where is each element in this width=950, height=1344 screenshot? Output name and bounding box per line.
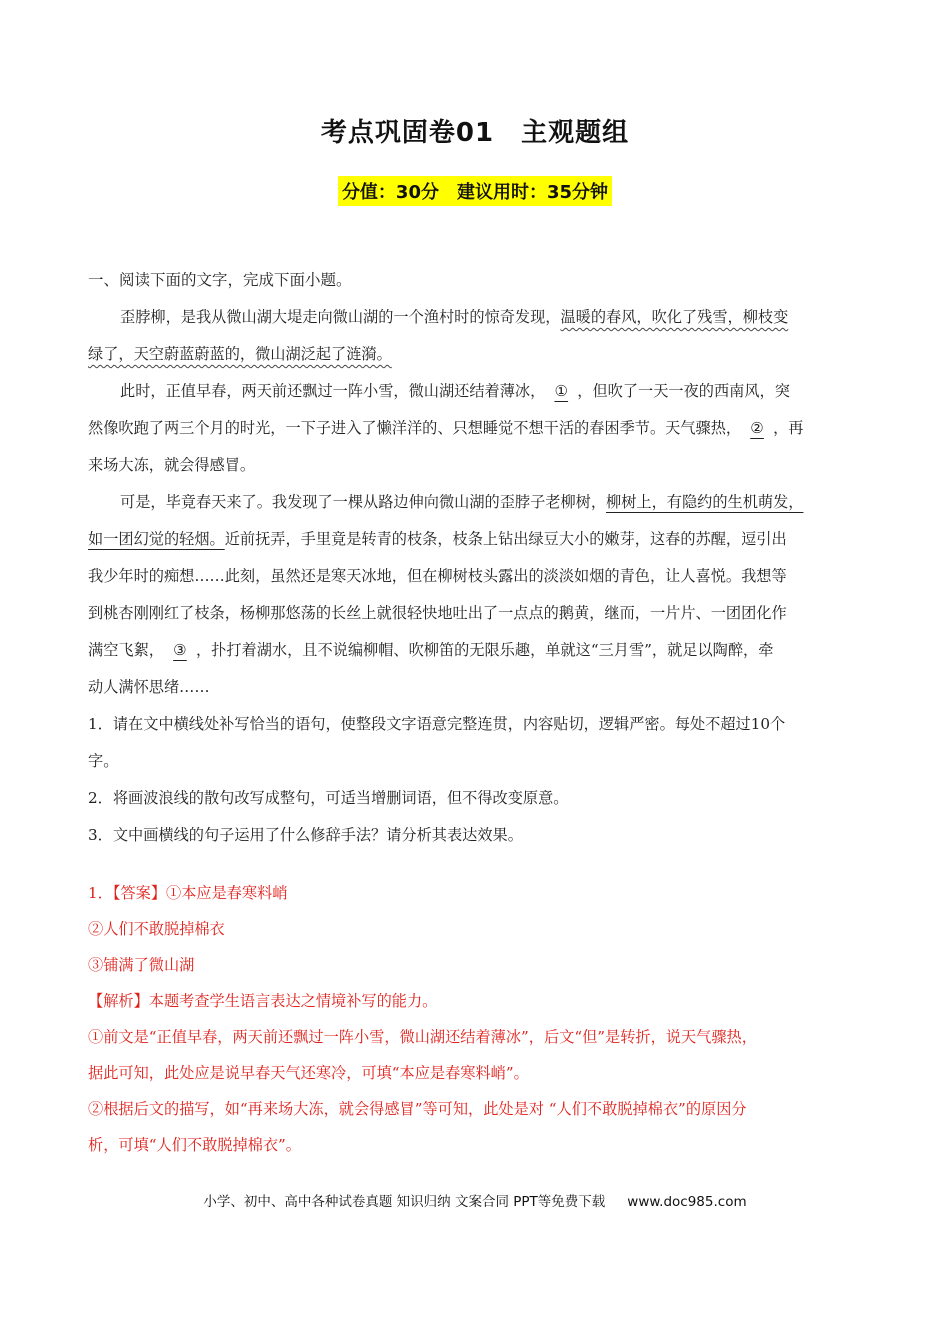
paragraph-3-line-2 — [88, 525, 860, 562]
score-time-subtitle: 分值：30分 建议用时：35分钟 — [338, 176, 612, 206]
paragraph-3-line-5 — [88, 636, 860, 673]
explanation-1-line-2: 据此可知，此处应是说早春天气还寒冷，可填“本应是春寒料峭”。 — [88, 1064, 529, 1082]
answer-text: ①本应是春寒料峭 — [166, 884, 288, 902]
underlined-sentence: 柳树上，有隐约的生机萌发， — [606, 493, 804, 511]
page-title: 考点巩固卷01 主观题组 — [320, 118, 630, 148]
blank-3: ③ — [173, 641, 187, 659]
answer-2: ②人们不敢脱掉棉衣 — [88, 920, 225, 938]
analysis-tag: 【解析】 — [88, 992, 149, 1010]
text-span: 可是，毕竟春天来了。我发现了一棵从路边伸向微山湖的歪脖子老柳树， — [120, 493, 606, 511]
section-heading: 一、阅读下面的文字，完成下面小题。 — [88, 271, 352, 289]
answer-number: 1． — [88, 884, 113, 902]
text-span: ，但吹了一天一夜的西南风，突 — [577, 382, 790, 400]
answer-3: ③铺满了微山湖 — [88, 956, 195, 974]
explanation-2-line-2: 析，可填“人们不敢脱掉棉衣”。 — [88, 1136, 301, 1154]
text-span: 歪脖柳，是我从微山湖大堤走向微山湖的一个渔村时的惊奇发现， — [120, 308, 561, 326]
analysis-text: 本题考查学生语言表达之情境补写的能力。 — [148, 992, 438, 1010]
question-1: 1．请在文中横线处补写恰当的语句，使整段文字语意完整连贯，内容贴切，逻辑严密。每处不超过10个 — [88, 715, 786, 733]
blank-1: ① — [554, 382, 569, 400]
question-2: 2．将画波浪线的散句改写成整句，可适当增删词语，但不得改变原意。 — [88, 789, 569, 807]
underlined-sentence: 如一团幻觉的轻烟。 — [88, 530, 225, 548]
question-1-continued: 字。 — [88, 752, 119, 770]
answer-section — [88, 879, 860, 1167]
explanation-2-line-1: ②根据后文的描写，如“再来场大冻，就会得感冒”等可知，此处是对 “人们不敢脱掉棉衣”的原因分 — [88, 1100, 747, 1118]
reading-section — [88, 266, 860, 858]
paragraph-3-line-4: 到桃杏刚刚红了枝条，杨柳那悠荡的长丝上就很轻快地吐出了一点点的鹅黄，继而，一片片、一团团化作 — [88, 604, 787, 622]
page-footer — [0, 1190, 950, 1210]
analysis-heading — [88, 987, 860, 1023]
text-span: 然像吹跑了两三个月的时光，一下子进入了懒洋洋的、只想睡觉不想干活的春困季节。天气骤热， — [88, 419, 742, 437]
wavy-underlined-text: 绿了，天空蔚蓝蔚蓝的，微山湖泛起了涟漪。 — [88, 345, 392, 363]
question-3: 3．文中画横线的句子运用了什么修辞手法？请分析其表达效果。 — [88, 826, 523, 844]
text-span: ，扑打着湖水，且不说编柳帽、吹柳笛的无限乐趣，单就这“三月雪”，就足以陶醉，牵 — [195, 641, 774, 659]
subtitle-wrap — [0, 176, 950, 206]
text-span: 满空飞絮， — [88, 641, 164, 659]
wavy-underlined-text: 温暖的春风，吹化了残雪，柳枝变 — [560, 308, 789, 326]
answer-tag: 【答案】 — [112, 884, 167, 902]
paragraph-2-line-1 — [88, 377, 860, 414]
text-span: 此时，正值早春，两天前还飘过一阵小雪，微山湖还结着薄冰， — [120, 382, 546, 400]
paragraph-2-line-2 — [88, 414, 860, 451]
explanation-1-line-1: ①前文是“正值早春，两天前还飘过一阵小雪，微山湖还结着薄冰”，后文“但”是转折，说天气骤热， — [88, 1028, 757, 1046]
paragraph-1-line-1 — [88, 303, 860, 340]
paragraph-3-line-1 — [88, 488, 860, 525]
answer-1 — [88, 879, 860, 915]
paragraph-2-line-3: 来场大冻，就会得感冒。 — [88, 456, 256, 474]
text-span: 近前抚弄，手里竟是转青的枝条，枝条上钻出绿豆大小的嫩芽，这春的苏醒，逗引出 — [224, 530, 787, 548]
paragraph-3-line-3: 我少年时的痴想……此刻，虽然还是寒天冰地，但在柳树枝头露出的淡淡如烟的青色，让人喜悦。我想等 — [88, 567, 787, 585]
paragraph-3-line-6: 动人满怀思绪…… — [88, 678, 210, 696]
paragraph-1-line-2 — [88, 340, 860, 377]
text-span: ，再 — [773, 419, 804, 437]
blank-2: ② — [750, 419, 764, 437]
footer-text: 小学、初中、高中各种试卷真题 知识归纳 文案合同 PPT等免费下载 — [203, 1194, 606, 1210]
footer-url[interactable]: www.doc985.com — [627, 1194, 747, 1210]
